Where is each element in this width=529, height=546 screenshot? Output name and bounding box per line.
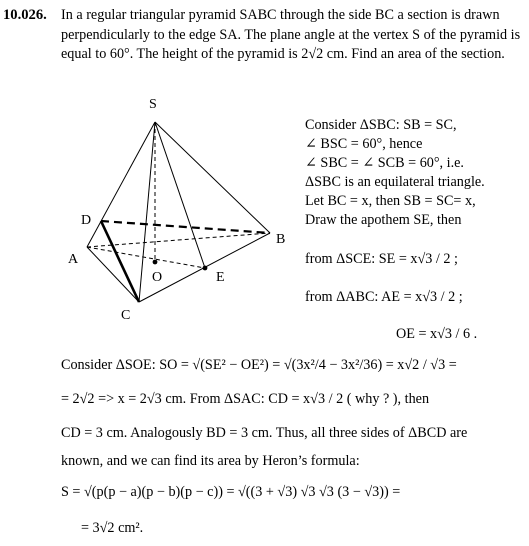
solution-main-line: = 2√2 => x = 2√3 cm. From ΔSAC: CD = x√3 / 2 ( why ? ), then xyxy=(61,391,430,407)
edge-SA xyxy=(87,122,155,247)
median-AE xyxy=(87,247,205,268)
solution-main-line: CD = 3 cm. Analogously BD = 3 cm. Thus, all three sides of ΔBCD are xyxy=(61,425,468,441)
label-D: D xyxy=(81,213,92,228)
edge-SB xyxy=(155,122,270,233)
label-A: A xyxy=(68,252,79,267)
label-C: C xyxy=(121,308,131,323)
solution-line: ∠ BSC = 60°, hence xyxy=(305,136,423,152)
label-O: O xyxy=(152,270,163,285)
label-S: S xyxy=(149,97,157,112)
segment-DC xyxy=(101,221,139,302)
solution-line: Let BC = x, then SB = SC= x, xyxy=(305,193,476,209)
apothem-SE xyxy=(155,122,205,268)
segment-DB xyxy=(101,221,270,233)
solution-main-line: known, and we can find its area by Heron’s formula: xyxy=(61,453,360,469)
solution-main-line: Consider ΔSOE: SO = √(SE² − OE²) = √(3x²/4 − 3x²/36) = x√2 / √3 = xyxy=(61,357,457,373)
solution-line: Draw the apothem SE, then xyxy=(305,212,462,228)
label-B: B xyxy=(276,232,286,247)
solution-line: from ΔSCE: SE = x√3 / 2 ; xyxy=(305,251,459,267)
edge-AB-hidden xyxy=(87,233,270,247)
solution-line: ΔSBC is an equilateral triangle. xyxy=(305,174,485,190)
solution-line: OE = x√3 / 6 . xyxy=(396,326,478,342)
problem-statement: In a regular triangular pyramid SABC through the side BC a section is drawn perpendicularly to the edge SA. The plane angle at the vertex S of the pyramid is equal to 60°. The height of the pyramid is 2√2 cm. Find an area of the section. xyxy=(61,7,521,62)
solution-line: Consider ΔSBC: SB = SC, xyxy=(305,117,457,133)
pyramid-figure xyxy=(0,0,300,330)
solution-line: ∠ SBC = ∠ SCB = 60°, i.e. xyxy=(305,155,464,171)
final-answer: = 3√2 cm². xyxy=(81,520,144,536)
point-O xyxy=(153,260,158,265)
point-E xyxy=(203,266,208,271)
heron-formula-line: S = √(p(p − a)(p − b)(p − c)) = √((3 + √3) √3 √3 (3 − √3)) = xyxy=(61,484,401,500)
label-E: E xyxy=(216,270,225,285)
problem-number: 10.026. xyxy=(3,7,47,23)
solution-line: from ΔABC: AE = x√3 / 2 ; xyxy=(305,289,463,305)
